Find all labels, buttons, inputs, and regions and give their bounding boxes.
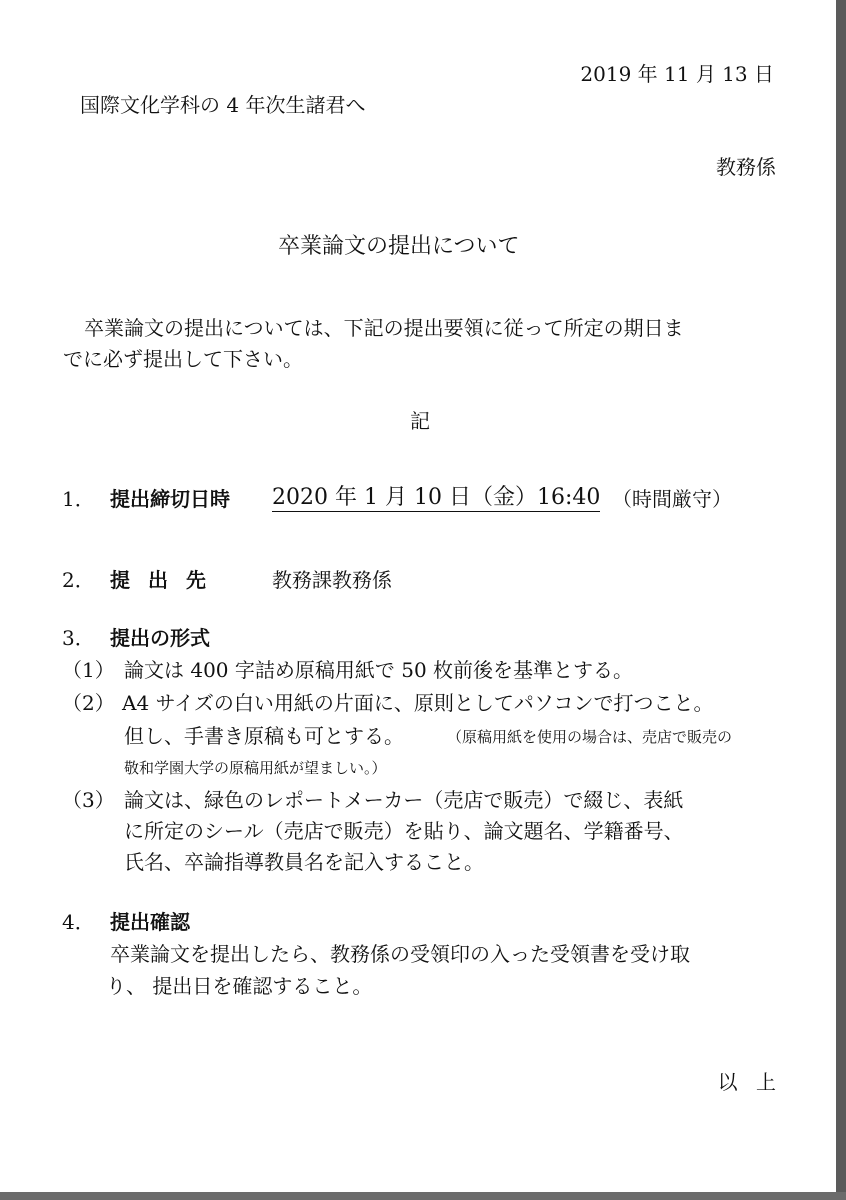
destination-value: 教務課教務係: [272, 568, 392, 592]
confirm-line-1: 卒業論文を提出したら、教務係の受領印の入った受領書を受け取: [110, 942, 690, 966]
item-1-label: 提出締切日時: [110, 487, 230, 511]
item-3-number: 3．: [62, 626, 95, 650]
sub-3-line-1: 論文は、緑色のレポートメーカー（売店で販売）で綴じ、表紙: [124, 788, 684, 812]
intro-line-2: でに必ず提出して下さい。: [63, 347, 303, 371]
scan-edge-right: [836, 0, 846, 1200]
scan-edge-bottom: [0, 1192, 846, 1200]
sub-1-number: （1）: [62, 658, 115, 682]
sub-2-line-1: A4 サイズの白い用紙の片面に、原則としてパソコンで打つこと。: [122, 691, 714, 715]
addressee: 国際文化学科の 4 年次生諸君へ: [80, 93, 366, 117]
item-4-number: 4．: [62, 910, 95, 934]
item-2-number: 2．: [62, 568, 95, 592]
deadline-value: 2020 年 1 月 10 日（金）16:40: [272, 485, 601, 510]
sub-3-line-3: 氏名、卒論指導教員名を記入すること。: [124, 850, 484, 874]
item-3-label: 提出の形式: [110, 626, 210, 650]
sub-2-note-line-2: 敬和学園大学の原稿用紙が望ましい。）: [124, 759, 387, 777]
sub-2-number: （2）: [62, 691, 115, 715]
intro-line-1: 卒業論文の提出については、下記の提出要領に従って所定の期日ま: [84, 316, 684, 340]
item-2-label: 提出先: [110, 568, 224, 592]
sub-2-note-line-1: （原稿用紙を使用の場合は、売店で販売の: [447, 728, 733, 746]
confirm-line-2: り、 提出日を確認すること。: [106, 974, 373, 998]
sender: 教務係: [716, 155, 776, 179]
document-title: 卒業論文の提出について: [278, 234, 520, 259]
sub-2-line-2: 但し、手書き原稿も可とする。: [124, 724, 404, 748]
document-date: 2019 年 11 月 13 日: [580, 62, 774, 86]
item-4-label: 提出確認: [110, 910, 190, 934]
item-1-number: 1．: [62, 487, 95, 511]
sub-3-line-2: に所定のシール（売店で販売）を貼り、論文題名、学籍番号、: [124, 819, 684, 843]
sub-3-number: （3）: [62, 788, 115, 812]
closing: 以 上: [717, 1070, 776, 1094]
deadline-note: （時間厳守）: [612, 487, 732, 511]
ki-heading: 記: [410, 409, 430, 433]
sub-1-text: 論文は 400 字詰め原稿用紙で 50 枚前後を基準とする。: [124, 658, 634, 682]
